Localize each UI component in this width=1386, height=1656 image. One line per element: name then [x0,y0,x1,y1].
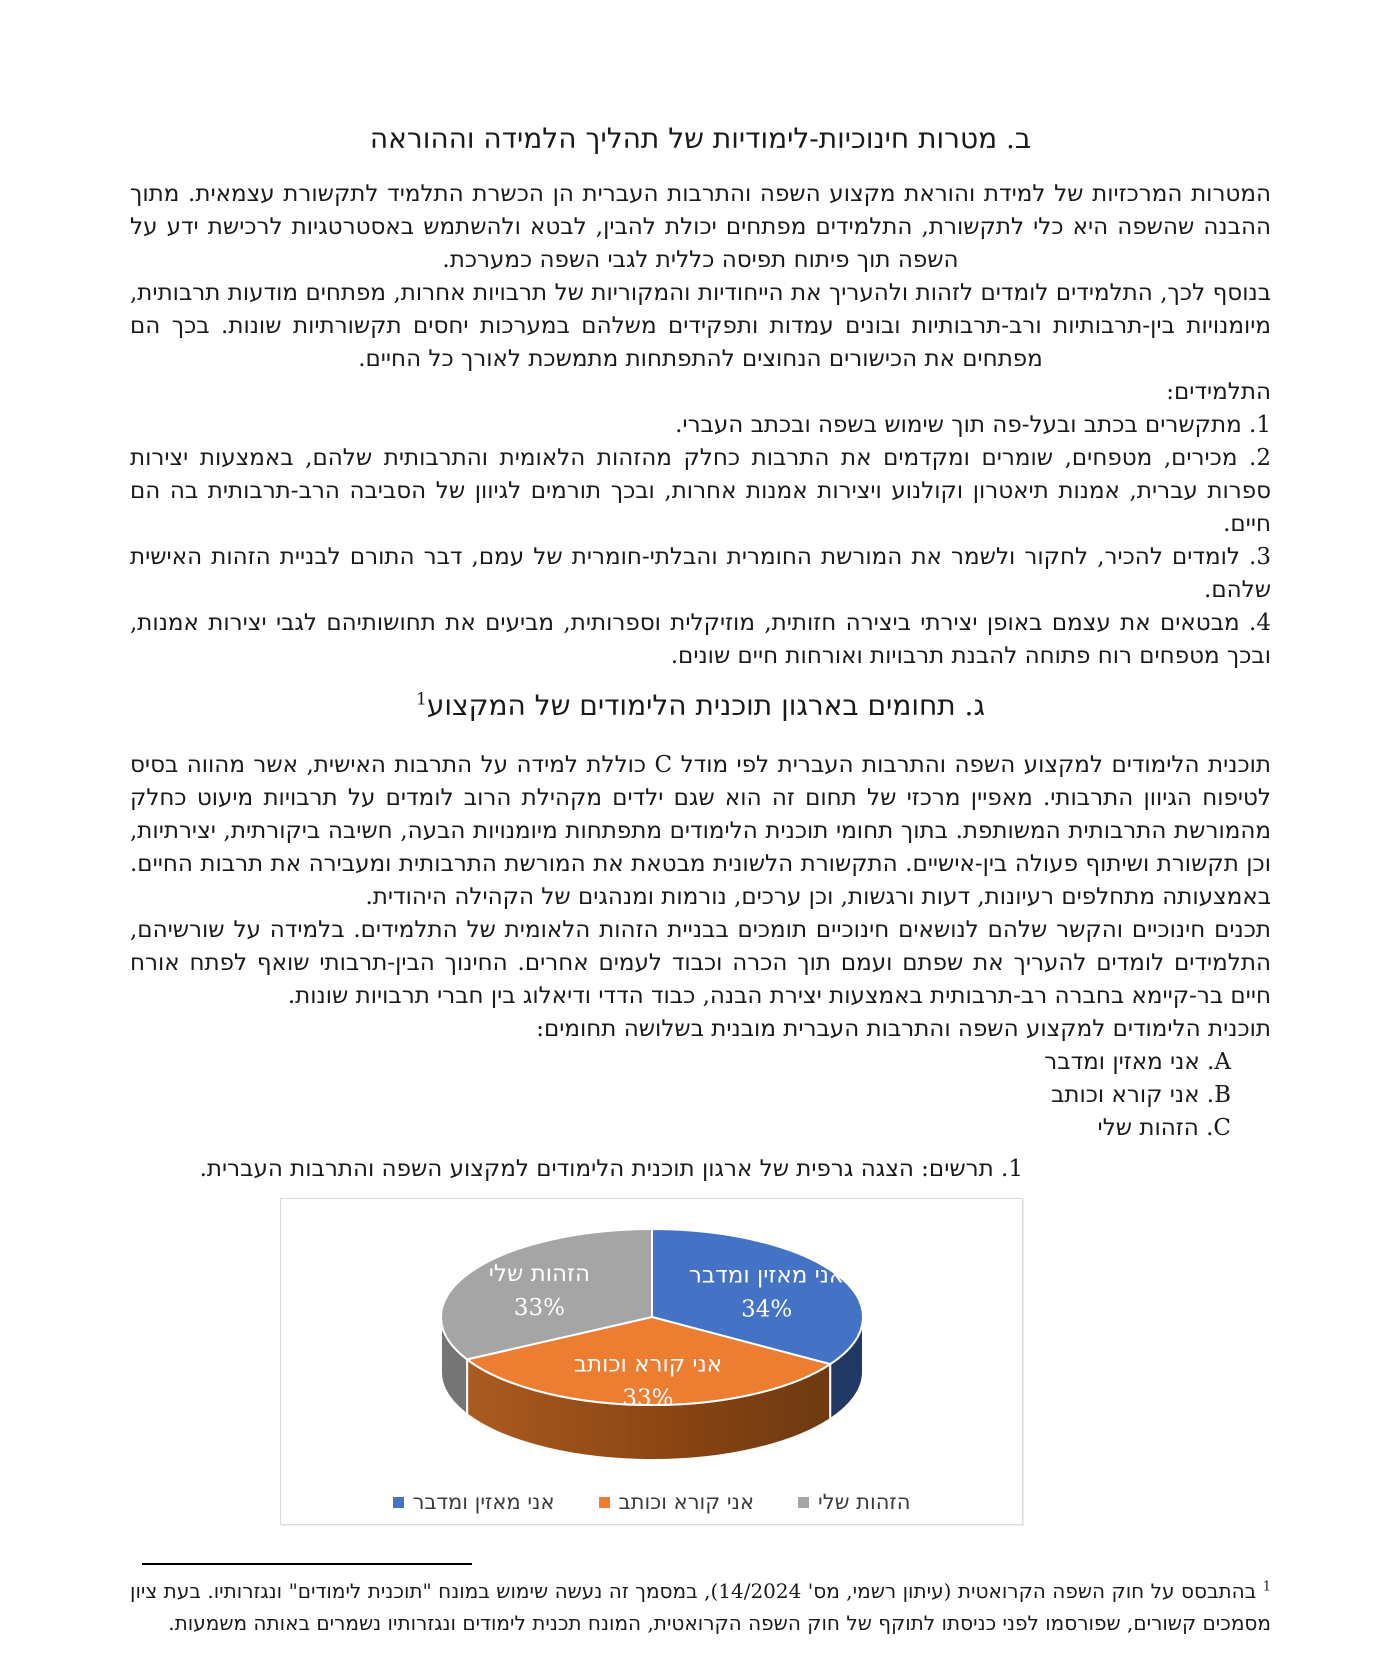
legend-item [393,1490,555,1514]
legend-swatch-icon [798,1497,809,1508]
footnote-reference-mark: 1 [415,689,427,710]
legend-swatch-icon [393,1497,404,1508]
legend-label: אני קורא וכותב [618,1490,754,1514]
domains-intro: תוכנית הלימודים למקצוע השפה והתרבות העברית מובנית בשלושה תחומים: [536,1016,1271,1042]
svg-text:אני קורא וכותב: אני קורא וכותב [573,1351,723,1378]
list-item-3: 3. לומדים להכיר, לחקור ולשמר את המורשת החומרית והבלתי-חומרית של עמם, דבר התורם לבניית הזהות האישית שלהם. [130,544,1271,603]
domains-list [130,1046,1271,1145]
section-b-paragraph-2: בנוסף לכך, התלמידים לומדים לזהות ולהעריך את הייחודיות והמקוריות של תרבויות אחרות, מפתחים מודעות תרבותית, מיומנויות בין-תרבותיות ורב-תרבותיות ובונים עמדות ותפקידים משלהם במערכות יחסים תקשורתיות שונות. בכך הם מפתחים את הכישורים הנחוצים להתפתחות מתמשכת לאורך כל החיים. [130,280,1271,372]
svg-text:הזהות שלי: הזהות שלי [488,1261,591,1288]
pie-chart-3d [281,1199,1022,1524]
svg-text:33%: 33% [513,1295,565,1322]
legend-item [798,1490,910,1514]
footnote-text [130,1575,1271,1639]
footnote-number: 1 [1262,1579,1272,1595]
list-item-2: 2. מכירים, מטפחים, שומרים ומקדמים את התרבות כחלק מהזהות הלאומית והתרבותית שלהם, באמצעות יצירות ספרות עברית, אמנות תיאטרון וקולנוע ויצירות אמנות אחרות, ובכך תורמים לגיוון של הסביבה הרב-תרבותית בה הם חיים. [130,445,1271,537]
students-label: התלמידים: [1166,379,1271,405]
section-c-heading [130,687,1271,725]
domain-item-c: C. הזהות שלי [1097,1115,1231,1141]
footnote-area [130,1563,1271,1639]
svg-text:33%: 33% [622,1385,674,1412]
chart-legend [281,1490,1022,1514]
domain-item-b: B. אני קורא וכותב [1051,1082,1231,1108]
section-b-heading: ב. מטרות חינוכיות-לימודיות של תהליך הלמידה וההוראה [369,122,1032,155]
list-item-1: 1. מתקשרים בכתב ובעל-פה תוך שימוש בשפה ובכתב העברי. [675,412,1271,438]
pie-chart-frame [280,1198,1023,1525]
figure-caption: 1. תרשים: הצגה גרפית של ארגון תוכנית הלימודים למקצוע השפה והתרבות העברית. [199,1156,1023,1182]
svg-text:אני מאזין ומדבר: אני מאזין ומדבר [688,1262,845,1289]
section-c-paragraph-1: תוכנית הלימודים למקצוע השפה והתרבות העברית לפי מודל C כוללת למידה על התרבות האישית, אשר מהווה בסיס לטיפוח הגיוון התרבותי. מאפיין מרכזי של תחום זה הוא שגם ילדים מקהילת הרוב לומדים על תרבויות מיעוט כחלק מהמורשת התרבותית המשותפת. בתוך תחומי תוכנית הלימודים מתפתחות מיומנויות הבעה, חשיבה ביקורתית, יצירתיות, וכן תקשורת ושיתוף פעולה בין-אישיים. התקשורת הלשונית מבטאת את המורשת התרבותית ומעבירה את תרבות החיים. באמצעותה מתחלפים רעיונות, דעות ורגשות, וכן ערכים, נורמות ומנהגים של הקהילה היהודית. [130,752,1271,910]
footnote-body: בהתבסס על חוק השפה הקרואטית (עיתון רשמי, מס' 14/2024), במסמך זה נעשה שימוש במונח "תוכנית לימודים" ונגזרותיו. בעת ציון מסמכים קשורים, שפורסמו לפני כניסתו לתוקף של חוק השפה הקרואטית, המונח תכנית לימודים ונגזרותיו נשמרים באותה משמעות. [130,1579,1271,1635]
legend-label: הזהות שלי [818,1490,911,1514]
legend-swatch-icon [599,1497,610,1508]
section-c-heading-text: ג. תחומים בארגון תוכנית הלימודים של המקצוע [426,689,985,722]
legend-item [599,1490,755,1514]
domain-item-a: A. אני מאזין ומדבר [1044,1049,1231,1075]
pie-slices [441,1229,863,1460]
svg-text:34%: 34% [741,1296,793,1323]
section-b-paragraph-1: המטרות המרכזיות של למידת והוראת מקצוע השפה והתרבות העברית הן הכשרת התלמיד לתקשורת עצמאית. מתוך ההבנה שהשפה היא כלי לתקשורת, התלמידים מפתחים יכולת להבין, לבטא ולהשתמש באסטרטגיות לרכישת ידע על השפה תוך פיתוח תפיסה כללית לגבי השפה כמערכת. [130,181,1271,273]
footnote-separator-rule [142,1563,472,1565]
legend-label: אני מאזין ומדבר [412,1490,555,1514]
section-c-paragraph-2: תכנים חינוכיים והקשר שלהם לנושאים חינוכיים תומכים בבניית הזהות הלאומית של התלמידים. בלמידה על שורשיהם, התלמידים לומדים להעריך את שפתם ועמם תוך הכרה וכבוד לעמים אחרים. החינוך הבין-תרבותי שואף לפתח אורח חיים בר-קיימא בחברה רב-תרבותית באמצעות יצירת הבנה, כבוד הדדי ודיאלוג בין חברי תרבויות שונות. [130,917,1271,1009]
list-item-4: 4. מבטאים את עצמם באופן יצירתי ביצירה חזותית, מוזיקלית וספרותית, מביעים את תחושותיהם לגבי יצירות אמנות, ובכך מטפחים רוח פתוחה להבנת תרבויות ואורחות חיים שונים. [130,610,1271,669]
